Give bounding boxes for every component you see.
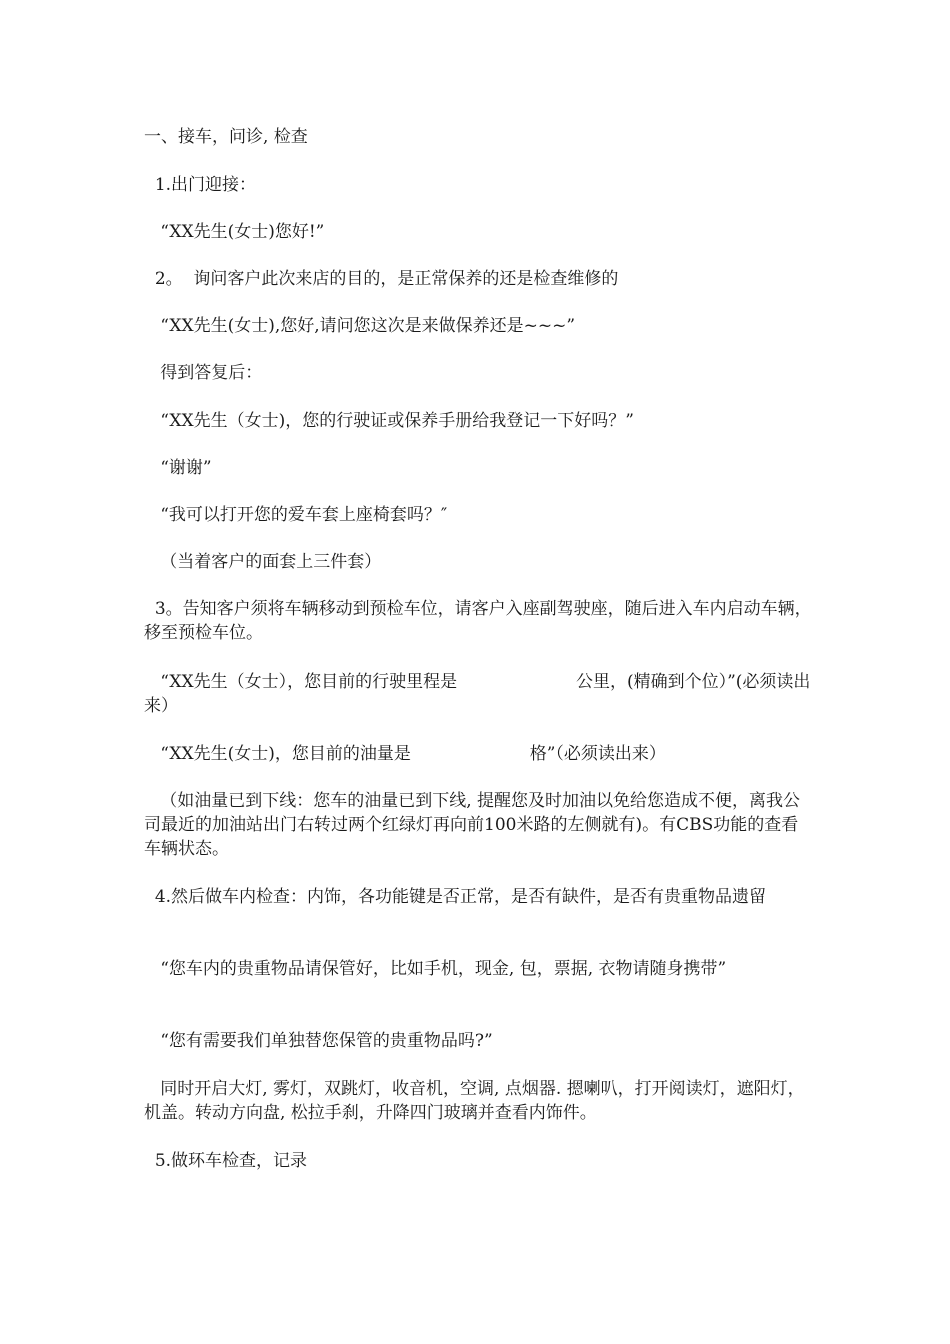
step-2-heading: 2。 询问客户此次来店的目的，是正常保养的还是检查维修的 (144, 269, 619, 289)
dialogue-line: “XX先生(女士)您好!” (144, 222, 325, 242)
instruction-paragraph: 同时开启大灯, 雾灯，双跳灯，收音机，空调, 点烟器. 摁喇叭，打开阅读灯，遮阳灯，机盖。转动方向盘, 松拉手刹，升降四门玻璃并查看内饰件。 (144, 1079, 805, 1123)
step-1-heading: 1.出门迎接： (144, 175, 257, 195)
dialogue-line: “XX先生（女士)，您的行驶证或保养手册给我登记一下好吗？” (144, 411, 634, 431)
dialogue-line: “XX先生（女士），您目前的行驶里程是 公里，(精确到个位）”(必须读出来） (144, 672, 811, 716)
section-heading: 一、接车，问诊, 检查 (144, 127, 308, 147)
instruction-paragraph: （如油量已到下线：您车的油量已到下线, 提醒您及时加油以免给您造成不便，离我公司最近的加油站出门右转过两个红绿灯再向前100米路的左侧就有)。有CBS功能的查看车辆状态。 (144, 791, 801, 859)
dialogue-line: “谢谢” (144, 458, 212, 478)
dialogue-line: “我可以打开您的爱车套上座椅套吗？″ (144, 505, 448, 525)
dialogue-line: “XX先生(女士)，您目前的油量是 格”（必须读出来） (144, 744, 666, 764)
step-5-heading: 5.做环车检查，记录 (144, 1151, 308, 1171)
instruction-line: （当着客户的面套上三件套） (144, 552, 382, 572)
dialogue-line: “XX先生(女士),您好,请问您这次是来做保养还是~~~” (144, 316, 576, 336)
dialogue-line: “您有需要我们单独替您保管的贵重物品吗?” (144, 1031, 493, 1051)
instruction-line: 得到答复后： (144, 363, 263, 383)
step-4-paragraph: 4.然后做车内检查：内饰，各功能键是否正常，是否有缺件，是否有贵重物品遗留 (144, 887, 767, 907)
step-3-paragraph: 3。告知客户须将车辆移动到预检车位，请客户入座副驾驶座，随后进入车内启动车辆，移至预检车位。 (144, 599, 812, 643)
dialogue-line: “您车内的贵重物品请保管好，比如手机，现金, 包，票据, 衣物请随身携带” (144, 959, 727, 979)
